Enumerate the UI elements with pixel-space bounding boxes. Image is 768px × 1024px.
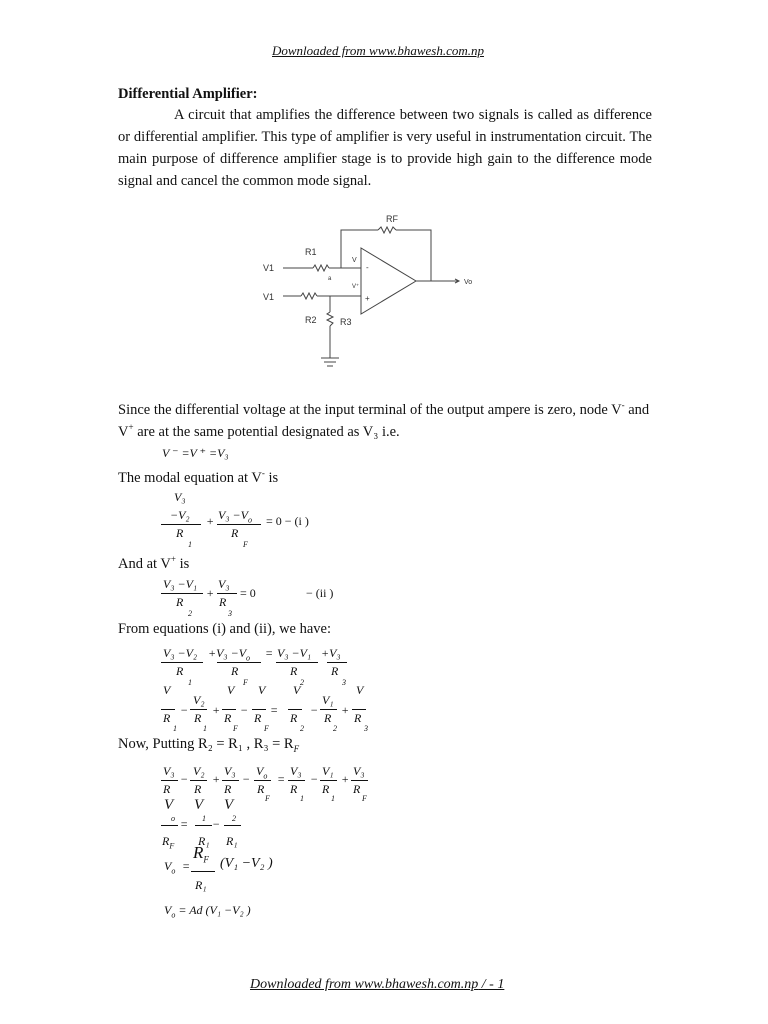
node-a-label: a [328,276,332,282]
noninverting-sign: + [365,294,370,303]
v-plus-label: V⁺ [352,284,360,290]
since-line-2: V+ are at the same potential designated as V₃ i.e. [118,422,400,440]
inverting-sign: - [366,263,369,272]
vo-label: Vo [464,279,473,286]
rf-label: RF [386,214,398,224]
intro-paragraph: A circuit that amplifies the difference between two signals is called as difference or differential amplifier. This type of amplifier is very useful in instrumentation circuit. The main purpose of difference amplifier stage is to provide high gain to the difference mode signal and cancel the common mode signal. [118,107,652,189]
page-header-link[interactable]: Downloaded from www.bhawesh.com.np [272,43,484,58]
page-footer [250,977,504,993]
section-title: Differential Amplifier: [118,86,258,102]
v1-bottom-label: V1 [263,292,275,302]
v1-top-label: V1 [263,263,275,273]
differential-amplifier-circuit [0,0,768,400]
v-minus-label: V [352,257,357,264]
page-number: / - 1 [478,977,505,992]
equality-equation: V ⁻ =V ⁺ =V₃ [162,446,229,460]
and-at-line: And at V+ is [118,554,190,572]
equation-differential-gain: $V_o = Ad$ (V₁ −V₂ ) [164,903,251,920]
nodal-minus-line: The modal equation at V- is [118,468,279,486]
from-equations-line: From equations (i) and (ii), we have: [118,621,332,637]
now-putting-line: Now, Putting R₂ = R₁ , $R_3 = R_F$ [118,736,300,754]
r2-label: R2 [305,315,317,325]
r3-label: R3 [340,317,352,327]
footer-link[interactable]: Downloaded from www.bhawesh.com.np [250,977,479,992]
r1-label: R1 [305,247,317,257]
since-line-1: Since the differential voltage at the input terminal of the output ampere is zero, node V- and [118,400,650,418]
